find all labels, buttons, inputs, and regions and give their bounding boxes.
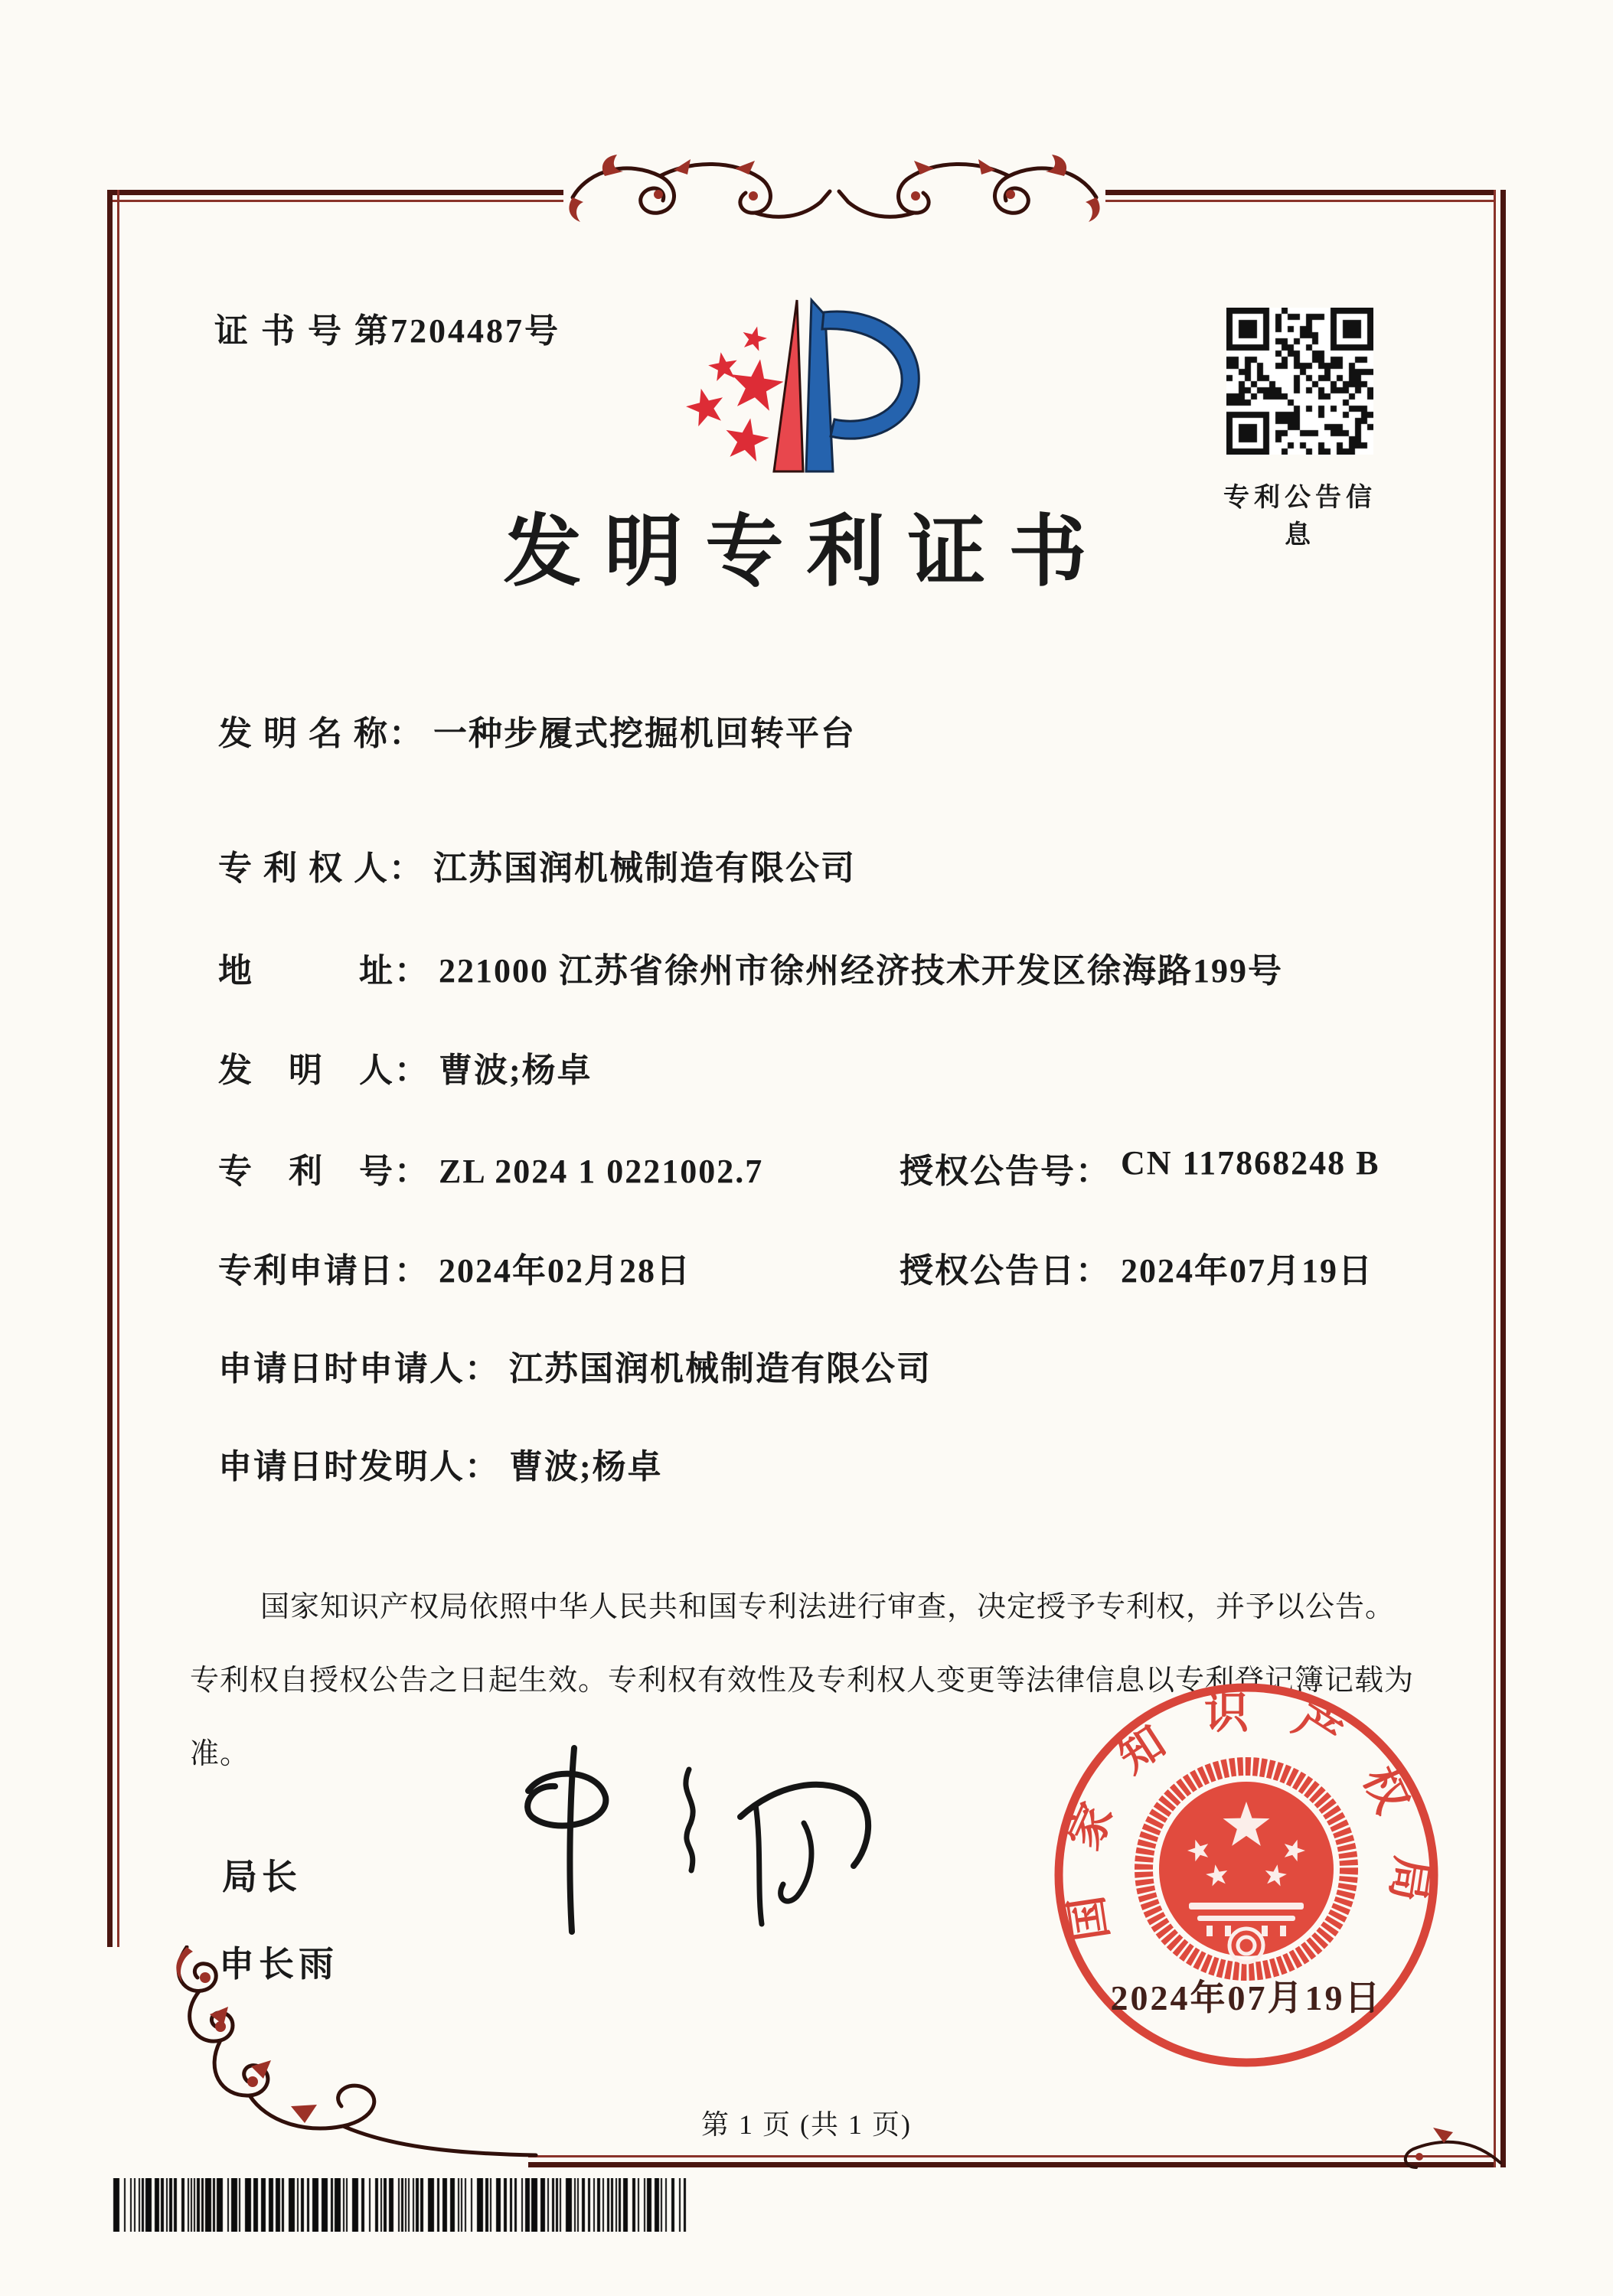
field-label: 授权公告号： bbox=[900, 1153, 1111, 1190]
field-value: CN 117868248 B bbox=[1121, 1144, 1380, 1182]
qr-caption: 专利公告信息 bbox=[1223, 484, 1376, 550]
seal-date: 2024年07月19日 bbox=[1110, 1978, 1383, 2017]
commissioner-label: 局长 bbox=[222, 1856, 302, 1897]
certificate-number: 证 书 号 第7204487号 bbox=[214, 312, 560, 350]
frame-right-line bbox=[1494, 190, 1506, 2167]
field-value: 曹波;杨卓 bbox=[509, 1448, 663, 1486]
certificate-title: 发明专利证书 bbox=[503, 510, 1110, 596]
field-row-patent-number bbox=[218, 1143, 1380, 1192]
qr-code bbox=[1226, 308, 1373, 455]
signature bbox=[455, 1731, 884, 1961]
seal-org-text: 国家知识产权局 bbox=[1055, 1688, 1438, 1945]
field-row-patentee bbox=[218, 840, 856, 889]
field-row-address bbox=[218, 943, 1283, 992]
field-row-filing-date bbox=[218, 1243, 1373, 1292]
official-seal bbox=[1047, 1676, 1445, 2074]
commissioner-name: 申长雨 bbox=[219, 1943, 338, 1985]
field-label: 专利申请日： bbox=[218, 1252, 429, 1290]
dragon-ornament bbox=[559, 147, 1110, 239]
field-value: 2024年02月28日 bbox=[439, 1252, 691, 1290]
page-number: 第 1 页 (共 1 页) bbox=[701, 2109, 912, 2140]
field-label: 专 利 号： bbox=[218, 1153, 429, 1190]
cnipa-logo-icon bbox=[647, 268, 976, 497]
field-label: 申请日时发明人： bbox=[218, 1448, 500, 1486]
field-label: 发 明 名 称： bbox=[218, 715, 424, 752]
field-value: ZL 2024 1 0221002.7 bbox=[439, 1153, 764, 1190]
field-value: 曹波;杨卓 bbox=[439, 1052, 593, 1089]
field-row-inventor bbox=[218, 1042, 593, 1091]
barcode bbox=[112, 2178, 694, 2232]
field-value: 江苏国润机械制造有限公司 bbox=[433, 850, 856, 887]
legal-paragraph-line2: 专利权自授权公告之日起生效。专利权有效性及专利权人变更等法律信息以专利登记簿记载为准。 bbox=[190, 1665, 1415, 1770]
field-row-inventor-at-filing bbox=[218, 1439, 663, 1488]
field-value: 一种步履式挖掘机回转平台 bbox=[433, 715, 856, 752]
legal-paragraph-line1: 国家知识产权局依照中华人民共和国专利法进行审查，决定授予专利权，并予以公告。 bbox=[260, 1591, 1396, 1623]
field-value: 221000 江苏省徐州市徐州经济技术开发区徐海路199号 bbox=[439, 952, 1283, 990]
field-label: 发 明 人： bbox=[218, 1052, 429, 1089]
field-value: 江苏国润机械制造有限公司 bbox=[509, 1350, 932, 1388]
field-label: 申请日时申请人： bbox=[218, 1350, 500, 1388]
field-label: 授权公告日： bbox=[900, 1252, 1111, 1290]
frame-bottom-line bbox=[528, 2155, 1494, 2167]
field-label: 地 址： bbox=[218, 952, 429, 990]
national-emblem-icon bbox=[1144, 1766, 1349, 1971]
frame-left-line bbox=[107, 190, 119, 1947]
field-value: 2024年07月19日 bbox=[1121, 1252, 1373, 1290]
field-label: 专 利 权 人： bbox=[218, 850, 424, 887]
field-row-applicant-at-filing bbox=[218, 1341, 932, 1390]
field-row-invention-name bbox=[218, 706, 856, 755]
